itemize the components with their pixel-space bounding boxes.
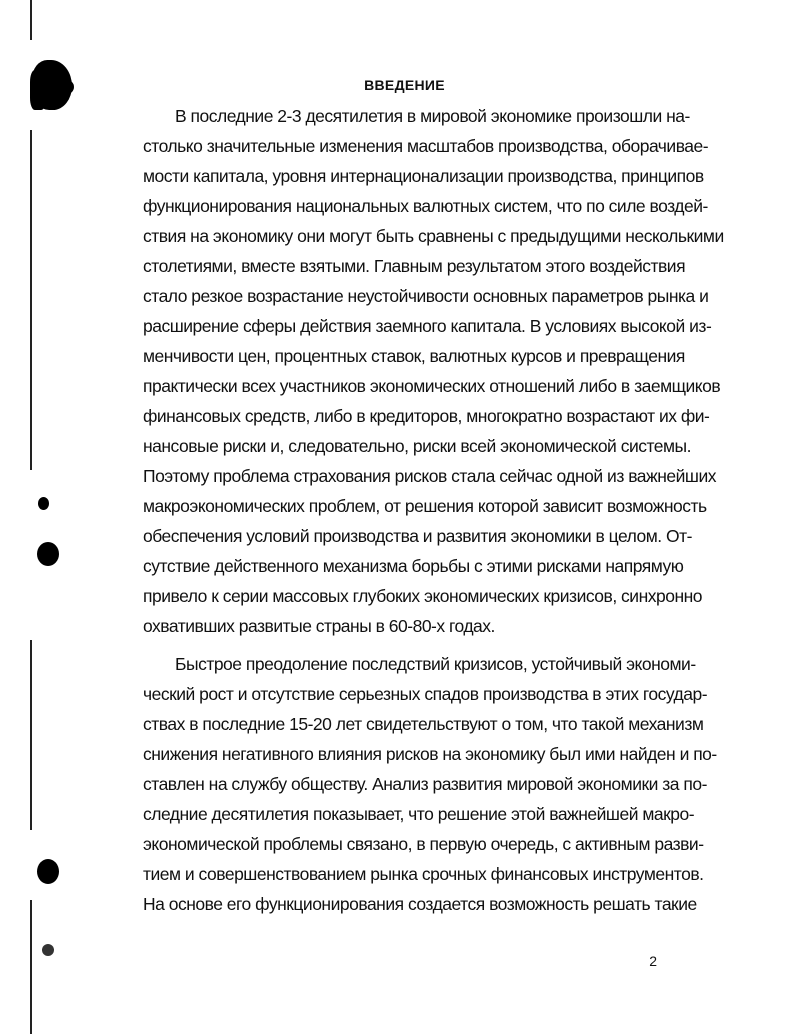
text-line: практически всех участников экономических отношений либо в заемщиков <box>143 376 721 396</box>
text-line: нансовые риски и, следовательно, риски всей экономической системы. <box>143 436 691 456</box>
text-line: снижения негативного влияния рисков на экономику был ими найден и по- <box>143 744 717 764</box>
scan-margin-line <box>30 0 32 40</box>
text-line: экономической проблемы связано, в первую очередь, с активным разви- <box>143 834 704 854</box>
text-line: охвативших развитые страны в 60-80-х годах. <box>143 616 495 636</box>
scan-speck <box>42 944 54 956</box>
paragraph-2 <box>143 649 717 919</box>
text-line: тием и совершенствованием рынка срочных финансовых инструментов. <box>143 864 704 884</box>
text-line: мости капитала, уровня интернационализации производства, принципов <box>143 166 704 186</box>
paragraph-1 <box>143 101 724 641</box>
text-line: финансовых средств, либо в кредиторов, многократно возрастают их фи- <box>143 406 710 426</box>
text-line: На основе его функционирования создается возможность решать такие <box>143 894 697 914</box>
text-line: сутствие действенного механизма борьбы с этими рисками напрямую <box>143 556 684 576</box>
binder-hole-mark <box>37 859 59 884</box>
text-line: столетиями, вместе взятыми. Главным результатом этого воздействия <box>143 256 686 276</box>
text-line: функционирования национальных валютных систем, что по силе воздей- <box>143 196 708 216</box>
scan-margin-line <box>30 900 32 1034</box>
text-line: привело к серии массовых глубоких экономических кризисов, синхронно <box>143 586 703 606</box>
text-line: макроэкономических проблем, от решения которой зависит возможность <box>143 496 707 516</box>
scan-margin-line <box>30 640 32 830</box>
scan-margin-line <box>30 130 32 470</box>
text-line: стало резкое возрастание неустойчивости основных параметров рынка и <box>143 286 709 306</box>
text-line: столько значительные изменения масштабов производства, оборачивае- <box>143 136 709 156</box>
text-line: Быстрое преодоление последствий кризисов, устойчивый экономи- <box>175 654 696 674</box>
text-line: ствия на экономику они могут быть сравнены с предыдущими несколькими <box>143 226 724 246</box>
text-line: расширение сферы действия заемного капитала. В условиях высокой из- <box>143 316 712 336</box>
text-line: ствах в последние 15-20 лет свидетельствуют о том, что такой механизм <box>143 714 704 734</box>
page-title: ВВЕДЕНИЕ <box>364 77 445 93</box>
binder-hole-mark <box>38 497 49 510</box>
text-line: менчивости цен, процентных ставок, валютных курсов и превращения <box>143 346 685 366</box>
text-line: ставлен на службу обществу. Анализ развития мировой экономики за по- <box>143 774 707 794</box>
page-number: 2 <box>649 953 657 969</box>
binder-hole-mark <box>37 542 59 566</box>
text-line: следние десятилетия показывает, что решение этой важнейшей макро- <box>143 804 695 824</box>
text-line: ческий рост и отсутствие серьезных спадов производства в этих государ- <box>143 684 708 704</box>
text-line: обеспечения условий производства и развития экономики в целом. От- <box>143 526 692 546</box>
text-line: В последние 2-3 десятилетия в мировой экономике произошли на- <box>175 106 690 126</box>
text-line: Поэтому проблема страхования рисков стала сейчас одной из важнейших <box>143 466 716 486</box>
